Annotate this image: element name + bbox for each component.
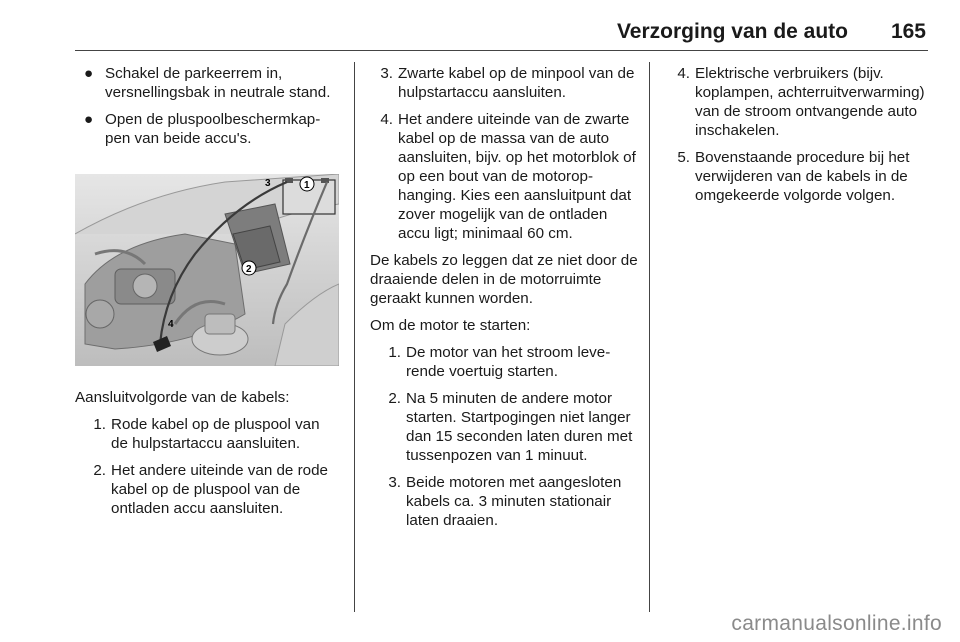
paragraph: Om de motor te starten: — [370, 317, 531, 334]
engine-bay-illustration — [75, 174, 339, 366]
section-title: Verzorging van de auto — [616, 20, 848, 43]
step-number: 1. — [93, 416, 106, 433]
step-text: Elektrische verbruikers (bijv. koplampen, achterruitverwarming) van de stroom ontvangende auto inschakelen. — [695, 65, 925, 139]
step-text: Het andere uiteinde van de rode kabel op de pluspool van de ontladen accu aansluiten. — [111, 462, 329, 517]
step-text: Rode kabel op de pluspool van de hulpstartaccu aansluiten. — [111, 416, 320, 452]
callout-3: 3 — [265, 178, 271, 189]
step-number: 4. — [677, 65, 690, 82]
step-text: De motor van het stroom leverende voertuig starten. — [406, 344, 611, 380]
bullet-icon: ● — [84, 65, 94, 82]
list-item — [83, 415, 340, 453]
step-number: 1. — [388, 344, 401, 361]
list-item — [378, 389, 640, 465]
column-divider-2 — [649, 62, 650, 612]
list-item — [667, 64, 927, 140]
step-text: Beide motoren met aangesloten kabels ca. 3 minuten stationair laten draaien. — [406, 474, 622, 529]
list-item — [83, 461, 340, 518]
step-text: Bovenstaande procedure bij het verwijderen van de kabels in de omgekeerde volgorde volgen. — [695, 149, 910, 204]
bullet-item — [75, 64, 340, 102]
header-divider — [75, 50, 928, 51]
column-3 — [667, 64, 927, 213]
column-1 — [75, 64, 340, 526]
column-2 — [370, 64, 640, 538]
step-number: 5. — [677, 149, 690, 166]
bullet-text: Schakel de parkeerrem in, versnellingsbak in neutrale stand. — [105, 65, 331, 101]
paragraph: De kabels zo leggen dat ze niet door de draaiende delen in de motorruimte geraakt kunnen worden. — [370, 252, 638, 307]
list-item — [370, 64, 640, 102]
step-number: 2. — [388, 390, 401, 407]
bullet-text: Open de pluspoolbeschermkappen van beide accu's. — [105, 111, 321, 147]
step-number: 4. — [380, 111, 393, 128]
list-item — [378, 473, 640, 530]
list-item — [370, 110, 640, 243]
intro-text: Aansluitvolgorde van de kabels: — [75, 389, 290, 406]
callout-1: 1 — [304, 180, 310, 191]
list-item — [667, 148, 927, 205]
callout-4: 4 — [168, 319, 174, 330]
column-divider-1 — [354, 62, 355, 612]
watermark: carmanualsonline.info — [731, 612, 942, 635]
step-text: Het andere uiteinde van de zwarte kabel op de massa van de auto aansluiten, bijv. op het motorblok of op een bout van de motorophanging. Kies een aansluitpunt dat zover mogelijk van de ontladen accu ligt; minimaal 60 cm. — [398, 111, 636, 242]
page-number: 165 — [890, 20, 926, 43]
bullet-item — [75, 110, 340, 148]
step-text: Zwarte kabel op de minpool van de hulpstartaccu aansluiten. — [398, 65, 635, 101]
step-number: 2. — [93, 462, 106, 479]
callout-2: 2 — [246, 264, 252, 275]
list-item — [378, 343, 640, 381]
bullet-icon: ● — [84, 111, 94, 128]
step-text: Na 5 minuten de andere motor starten. Startpogingen niet langer dan 15 seconden laten duren met tussenpozen van 1 minuut. — [406, 390, 633, 464]
step-number: 3. — [388, 474, 401, 491]
step-number: 3. — [380, 65, 393, 82]
